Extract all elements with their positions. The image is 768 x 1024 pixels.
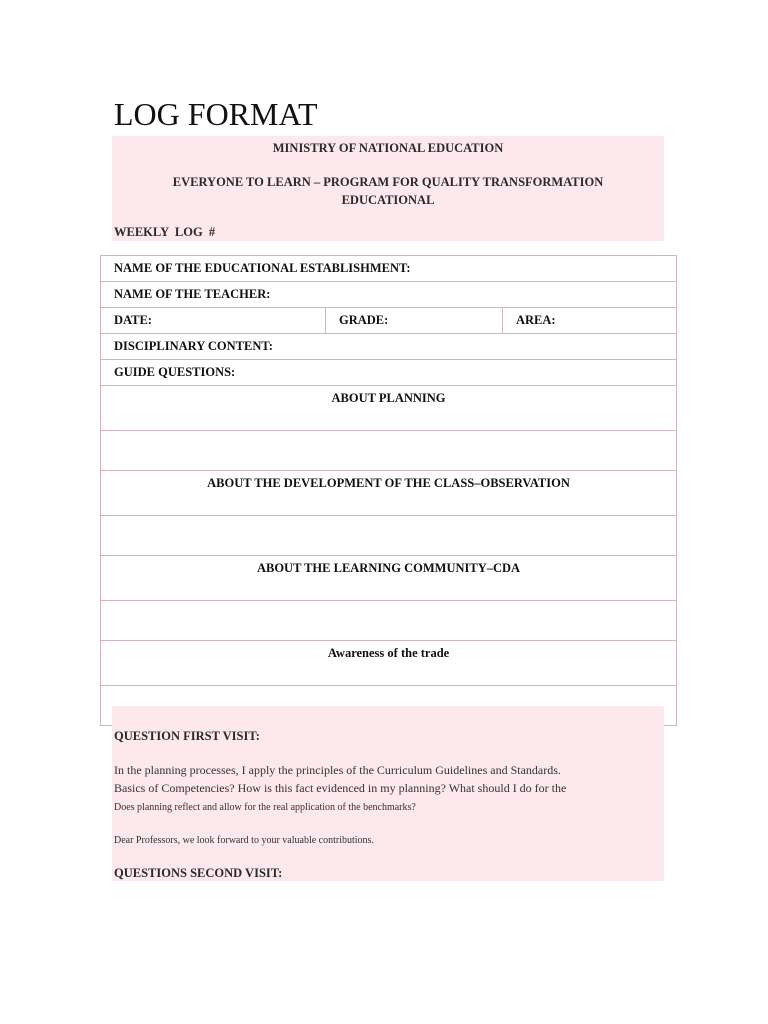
table-row <box>101 431 677 471</box>
establishment-field[interactable]: NAME OF THE EDUCATIONAL ESTABLISHMENT: <box>101 256 677 282</box>
teacher-field[interactable]: NAME OF THE TEACHER: <box>101 282 677 308</box>
first-visit-text-2: Basics of Competencies? How is this fact evidenced in my planning? What should I do for the <box>114 781 567 795</box>
header-band <box>112 136 664 241</box>
document-title: LOG FORMAT <box>114 96 318 132</box>
footer-band <box>112 706 664 881</box>
table-row <box>101 256 677 282</box>
table-row <box>101 282 677 308</box>
first-visit-text-1: In the planning processes, I apply the principles of the Curriculum Guidelines and Standards. <box>114 763 561 777</box>
about-planning-heading: ABOUT PLANNING <box>101 386 677 431</box>
table-row <box>101 601 677 641</box>
program-line-1: EVERYONE TO LEARN – PROGRAM FOR QUALITY TRANSFORMATION <box>172 175 604 189</box>
table-row <box>101 334 677 360</box>
guide-questions-label: GUIDE QUESTIONS: <box>101 360 677 386</box>
grade-field[interactable]: GRADE: <box>326 308 503 334</box>
program-line-2: EDUCATIONAL <box>341 193 435 207</box>
table-row <box>101 308 677 334</box>
table-row <box>101 471 677 516</box>
table-row <box>101 556 677 601</box>
weekly-log-label: WEEKLY LOG # <box>114 225 216 239</box>
ministry-label: MINISTRY OF NATIONAL EDUCATION <box>272 141 504 155</box>
community-answer-field[interactable] <box>101 601 677 641</box>
first-visit-label: QUESTION FIRST VISIT: <box>114 729 260 743</box>
about-community-heading: ABOUT THE LEARNING COMMUNITY–CDA <box>101 556 677 601</box>
dear-professors-text: Dear Professors, we look forward to your valuable contributions. <box>114 835 374 846</box>
table-row <box>101 516 677 556</box>
about-development-heading: ABOUT THE DEVELOPMENT OF THE CLASS–OBSERVATION <box>101 471 677 516</box>
disciplinary-content-field[interactable]: DISCIPLINARY CONTENT: <box>101 334 677 360</box>
date-field[interactable]: DATE: <box>101 308 326 334</box>
first-visit-text-3: Does planning reflect and allow for the real application of the benchmarks? <box>114 802 416 813</box>
awareness-heading: Awareness of the trade <box>101 641 677 686</box>
table-row <box>101 641 677 686</box>
planning-answer-field[interactable] <box>101 431 677 471</box>
development-answer-field[interactable] <box>101 516 677 556</box>
table-row <box>101 386 677 431</box>
area-field[interactable]: AREA: <box>503 308 677 334</box>
log-table <box>100 255 677 726</box>
table-row <box>101 360 677 386</box>
second-visit-label: QUESTIONS SECOND VISIT: <box>114 866 283 880</box>
